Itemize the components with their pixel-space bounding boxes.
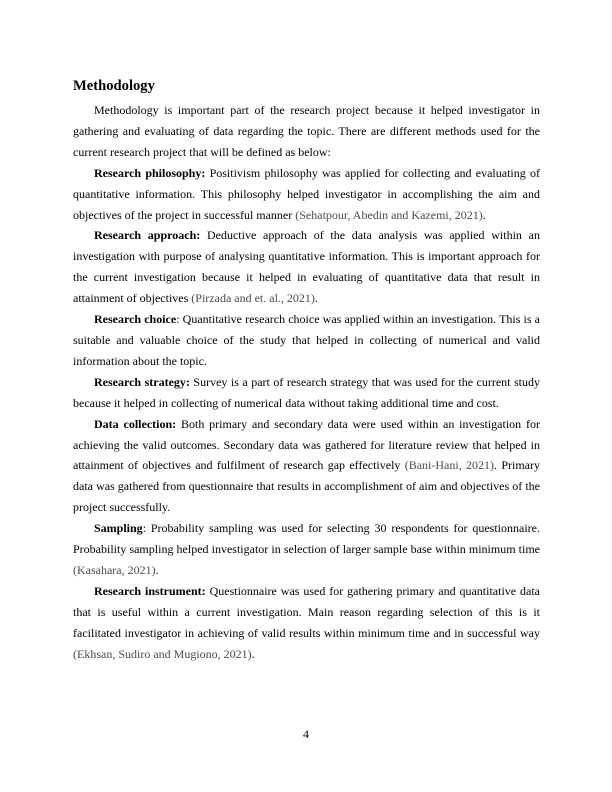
paragraph-tail: . [251,646,255,661]
paragraph-research-choice [73,309,540,372]
paragraph-text: Positivism philosophy was applied for collecting and evaluating of quantitative information. This philosophy helped investigator in accomplishing the aim and objectives of the project in successful manner [73,165,540,222]
citation: (Ekhsan, Sudiro and Mugiono, 2021) [73,646,252,661]
paragraph-tail: . [482,207,486,222]
paragraph-text: : Quantitative research choice was applied within an investigation. This is a suitable and valuable choice of the study that helped in collecting of numerical and valid information about the topic. [73,312,540,368]
paragraph-text: Deductive approach of the data analysis was applied within an investigation with purpose of analysing quantitative information. This is important approach for the current investigation because it helped in evaluating of quantitative data that result in attainment of objectives [73,228,540,306]
paragraph-text: Questionnaire was used for gathering primary and quantitative data that is useful within a current investigation. Main reason regarding selection of this is it facilitated investigator in achieving of valid results within minimum time and in successful way [73,583,540,640]
page-content [73,76,540,664]
paragraph-research-instrument [73,581,540,665]
paragraph-text: Survey is a part of research strategy that was used for the current study because it helped in collecting of numerical data without taking additional time and cost. [73,374,540,410]
citation: (Bani-Hani, 2021) [404,458,495,473]
paragraph-title: Sampling [94,521,143,536]
paragraph-title: Research instrument: [94,583,206,598]
paragraph-sampling [73,518,540,581]
paragraph-research-approach [73,225,540,309]
paragraph-title: Research strategy: [94,374,190,389]
paragraph-text: : Probability sampling was used for selecting 30 respondents for questionnaire. Probability sampling helped investigator in selection of larger sample base within minimum time [73,521,540,557]
citation: (Sehatpour, Abedin and Kazemi, 2021) [295,207,483,222]
paragraph-title: Data collection: [94,416,177,431]
citation: (Kasahara, 2021) [73,562,156,577]
paragraph-text: Both primary and secondary data were used within an investigation for achieving the valid outcomes. Secondary data was gathered for literature review that helped in attainment of objectives and fulfilment of research gap effectively [73,416,540,473]
paragraph-title: Research approach: [94,228,201,243]
paragraph-title: Research philosophy: [94,165,206,180]
paragraph-tail: . [155,562,159,577]
paragraph-title: Research choice [94,312,177,327]
paragraph-data-collection [73,414,540,519]
paragraph-tail: . [314,291,318,306]
paragraph-research-philosophy [73,163,540,226]
paragraph-tail: . Primary data was gathered from questionnaire that results in accomplishment of aim and objectives of the project successfully. [73,458,540,515]
page-number: 4 [303,727,309,741]
paragraph-research-strategy [73,372,540,414]
section-heading: Methodology [73,78,155,94]
citation: (Pirzada and et. al., 2021) [191,291,315,306]
intro-paragraph: Methodology is important part of the research project because it helped investigator in gathering and evaluating of data regarding the topic. There are different methods used for the current research project that will be defined as below: [73,103,540,159]
